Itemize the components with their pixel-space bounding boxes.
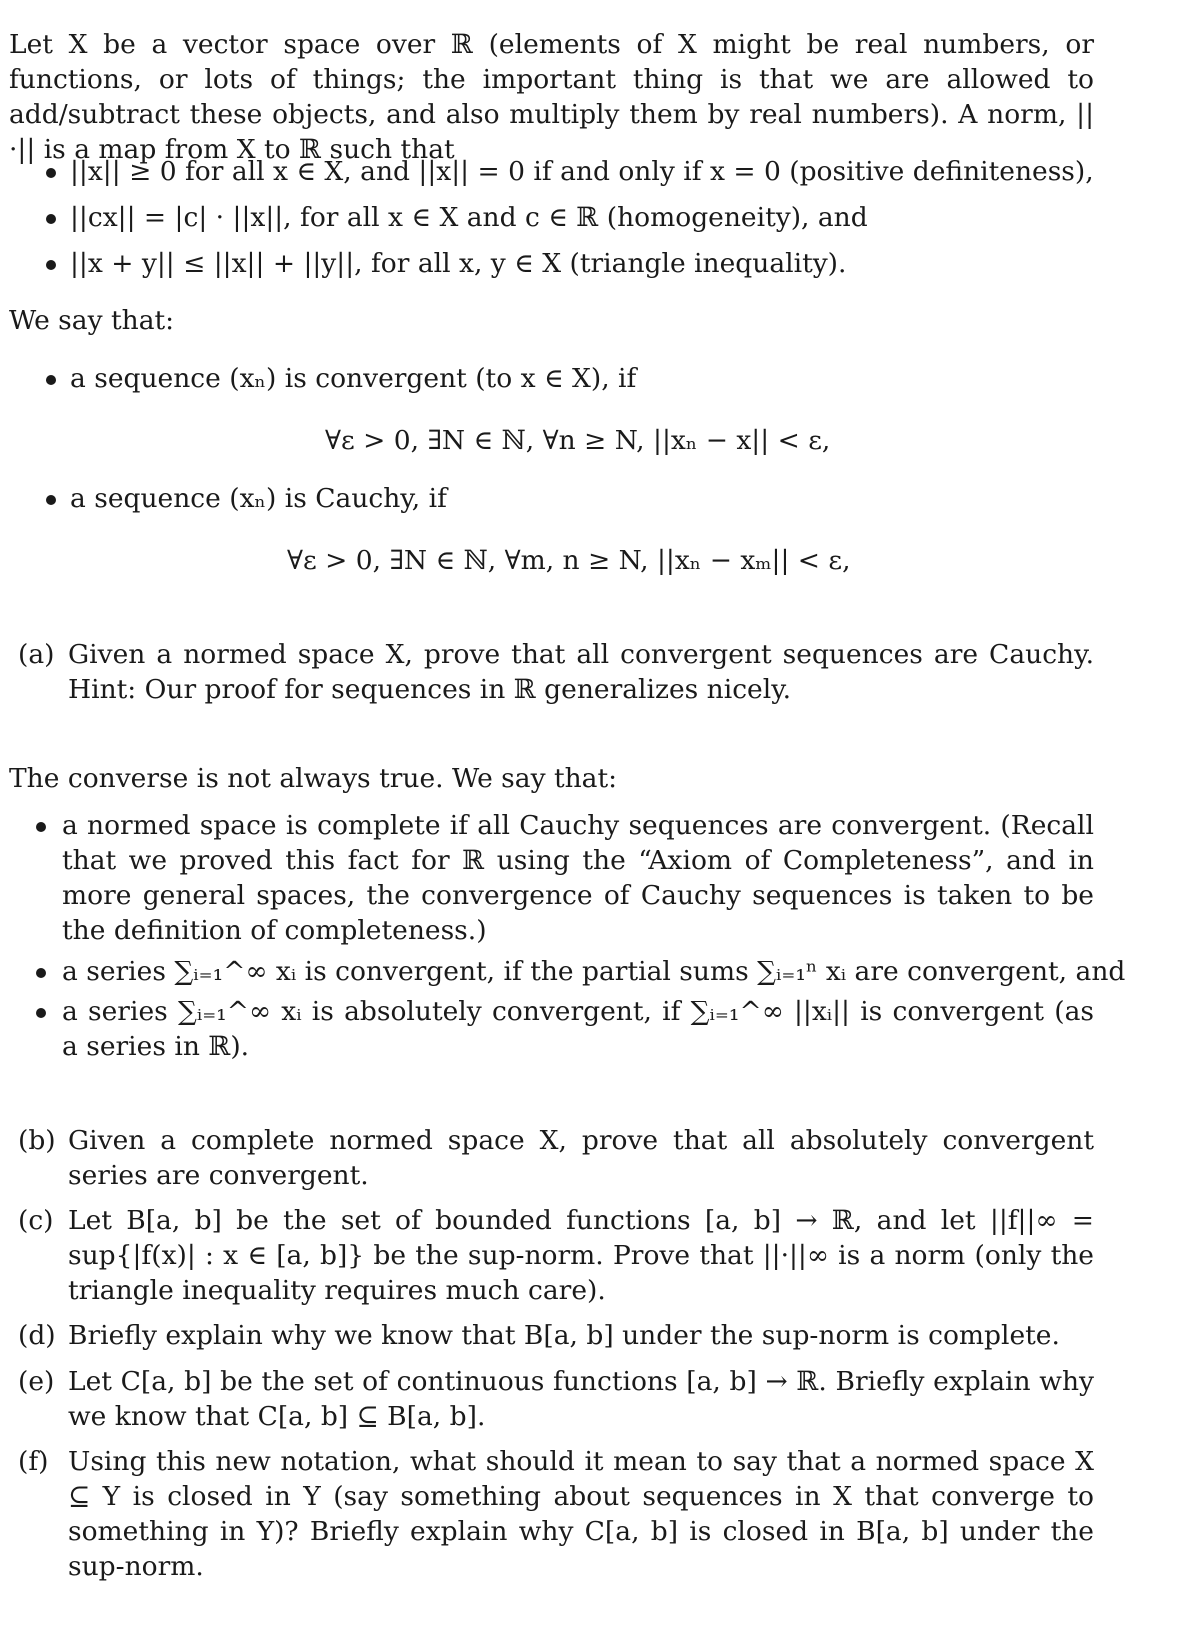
part-a-label: (a) bbox=[18, 639, 55, 670]
part-c-label: (c) bbox=[18, 1205, 54, 1236]
bullet-dot bbox=[46, 214, 56, 224]
axiom-triangle-inequality: ||x + y|| ≤ ||x|| + ||y||, for all x, y ∈ X (triangle inequality). bbox=[70, 248, 847, 279]
we-say-that: We say that: bbox=[9, 305, 175, 336]
part-b-label: (b) bbox=[18, 1125, 56, 1156]
cauchy-definition: a sequence (xₙ) is Cauchy, if bbox=[70, 483, 447, 514]
intro-paragraph: Let X be a vector space over ℝ (elements of X might be real numbers, or functions, or lots of things; the important thing is that we are allowed to add/subtract these objects, and also multiply them by real numbers). A norm, ||·|| is a map from X to ℝ such that bbox=[9, 29, 1094, 165]
bullet-dot bbox=[36, 968, 46, 978]
series-absolute-definition: a series ∑ᵢ₌₁^∞ xᵢ is absolutely convergent, if ∑ᵢ₌₁^∞ ||xᵢ|| is convergent (as a series in ℝ). bbox=[62, 996, 1094, 1062]
axiom-homogeneity: ||cx|| = |c| · ||x||, for all x ∈ X and c ∈ ℝ (homogeneity), and bbox=[70, 202, 868, 233]
cauchy-equation: ∀ε > 0, ∃N ∈ ℕ, ∀m, n ≥ N, ||xₙ − xₘ|| < ε, bbox=[287, 545, 851, 576]
convergent-definition: a sequence (xₙ) is convergent (to x ∈ X), if bbox=[70, 363, 637, 394]
bullet-dot bbox=[36, 822, 46, 832]
part-a-text: Given a normed space X, prove that all convergent sequences are Cauchy. Hint: Our proof for sequences in ℝ generalizes nicely. bbox=[68, 639, 1094, 705]
bullet-dot bbox=[46, 260, 56, 270]
part-d-label: (d) bbox=[18, 1320, 56, 1351]
part-e-label: (e) bbox=[18, 1366, 55, 1397]
part-f-text: Using this new notation, what should it mean to say that a normed space X ⊆ Y is closed in Y (say something about sequences in X that converge to something in Y)? Briefly explain why C[a, b] is closed in B[a, b] under the sup-norm. bbox=[68, 1446, 1094, 1582]
part-d-text: Briefly explain why we know that B[a, b] under the sup-norm is complete. bbox=[68, 1320, 1060, 1351]
complete-definition: a normed space is complete if all Cauchy sequences are convergent. (Recall that we proved this fact for ℝ using the “Axiom of Completeness”, and in more general spaces, the convergence of Cauchy sequences is taken to be the definition of completeness.) bbox=[62, 810, 1094, 946]
part-c-text: Let B[a, b] be the set of bounded functions [a, b] → ℝ, and let ||f||∞ = sup{|f(x)| : x ∈ [a, b]} be the sup-norm. Prove that ||·||∞ is a norm (only the triangle inequality requires much care). bbox=[68, 1205, 1094, 1306]
part-b-text: Given a complete normed space X, prove that all absolutely convergent series are convergent. bbox=[68, 1125, 1094, 1191]
axiom-positive-definiteness: ||x|| ≥ 0 for all x ∈ X, and ||x|| = 0 if and only if x = 0 (positive definiteness), bbox=[70, 156, 1094, 187]
series-convergent-definition: a series ∑ᵢ₌₁^∞ xᵢ is convergent, if the partial sums ∑ᵢ₌₁ⁿ xᵢ are convergent, and bbox=[62, 956, 1126, 987]
converse-paragraph: The converse is not always true. We say that: bbox=[9, 763, 618, 794]
part-f-label: (f) bbox=[18, 1446, 49, 1477]
bullet-dot bbox=[36, 1008, 46, 1018]
part-e-text: Let C[a, b] be the set of continuous functions [a, b] → ℝ. Briefly explain why we know that C[a, b] ⊆ B[a, b]. bbox=[68, 1366, 1094, 1432]
bullet-dot bbox=[46, 168, 56, 178]
convergent-equation: ∀ε > 0, ∃N ∈ ℕ, ∀n ≥ N, ||xₙ − x|| < ε, bbox=[325, 425, 831, 456]
bullet-dot bbox=[46, 495, 56, 505]
bullet-dot bbox=[46, 375, 56, 385]
